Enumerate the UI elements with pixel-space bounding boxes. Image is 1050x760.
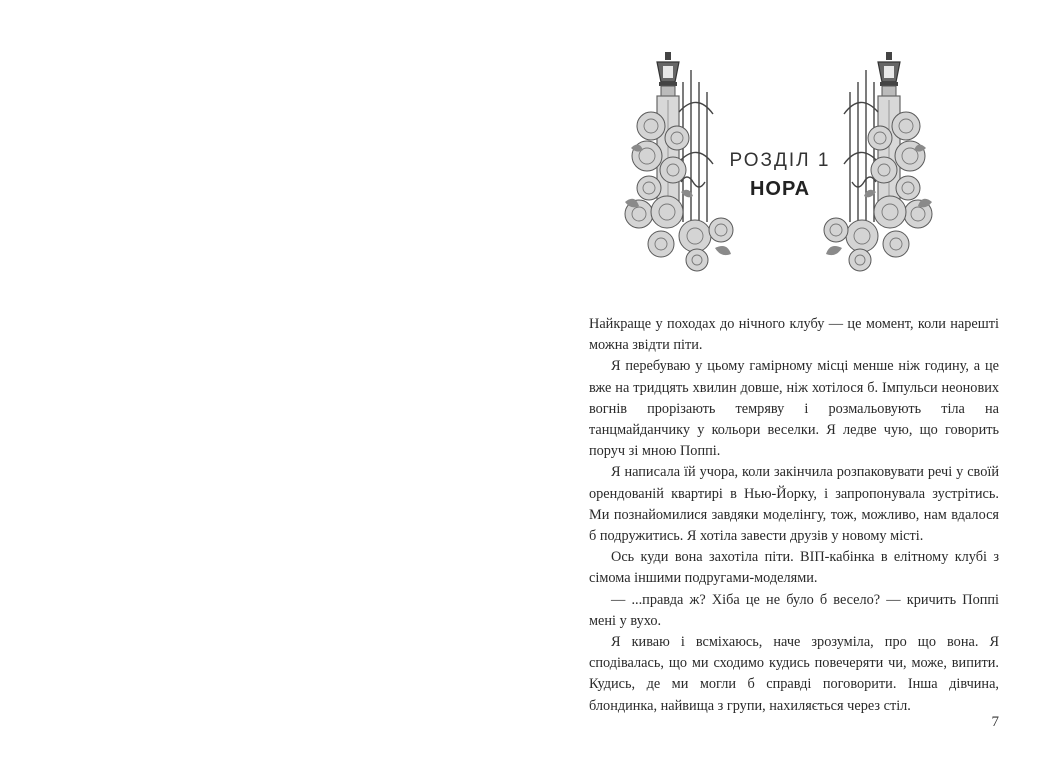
- paragraph: Ось куди вона захотіла піти. ВІП-кабінка в елітному клубі з сімома іншими подругами-моделями.: [589, 549, 999, 587]
- paragraph: Я киваю і всміхаюсь, наче зрозуміла, про що вона. Я сподівалась, що ми сходимо кудись повечеряти чи, може, випити. Кудись, де ми могли б справді поговорити. Інша дівчина, блондинка, найвища з групи, нахиляється через стіл.: [589, 634, 999, 714]
- gate-lantern-roses-icon: [820, 52, 940, 274]
- gate-lantern-roses-icon: [617, 52, 737, 274]
- paragraph: Найкраще у походах до нічного клубу — це момент, коли нарешті можна звідти піти.: [589, 316, 999, 354]
- chapter-body-text: [589, 314, 999, 717]
- paragraph: — ...правда ж? Хіба це не було б весело? — кричить Поппі мені у вухо.: [589, 591, 999, 629]
- right-page: [525, 0, 1050, 760]
- paragraph: Я написала їй учора, коли закінчила розпаковувати речі у своїй орендованій квартирі в Нью-Йорку, і запропонувала зустрітись. Ми познайомилися завдяки моделінгу, тож, можливо, нам вдалося б подружитись. Я хотіла завести друзів у новому місті.: [589, 464, 999, 545]
- chapter-label: РОЗДІЛ 1: [729, 150, 831, 171]
- chapter-name: НОРА: [749, 178, 811, 200]
- page-number: 7: [991, 714, 999, 730]
- paragraph: Я перебуваю у цьому гамірному місці менше ніж годину, а це вже на тридцять хвилин довше, ніж хотілося б. Імпульси неонових вогнів прорізають темряву і розмальовують тіла на танцмайданчику у кольори веселки. Я ледве чую, що говорить поруч зі мною Поппі.: [589, 358, 999, 460]
